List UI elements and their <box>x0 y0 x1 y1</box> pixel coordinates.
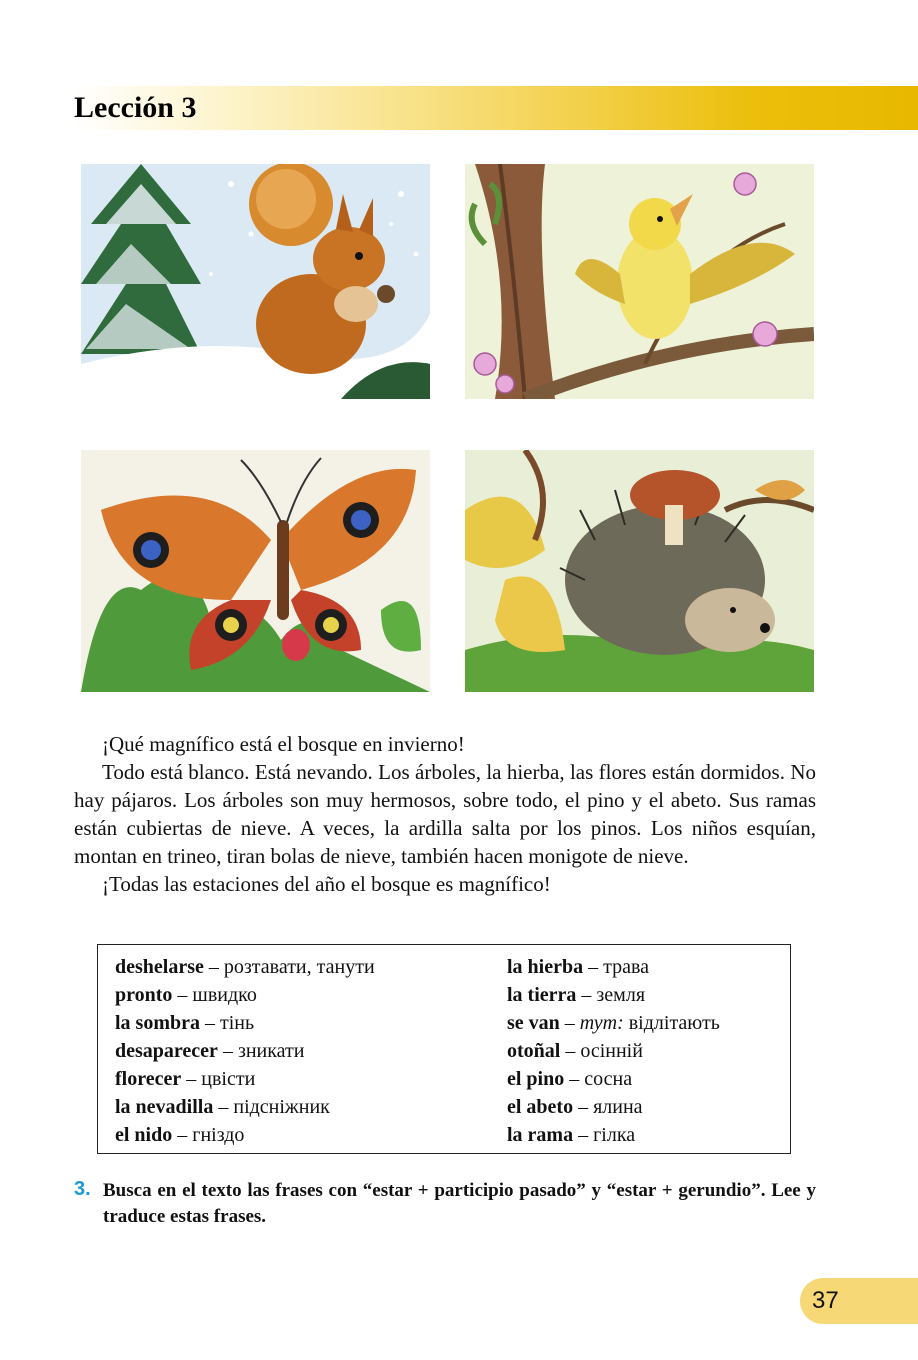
squirrel-illustration <box>81 164 430 399</box>
vocab-entry: el nido – гніздо <box>115 1124 245 1146</box>
hedgehog-illustration <box>465 450 814 692</box>
vocab-entry: pronto – швидко <box>115 984 257 1006</box>
vocab-entry: deshelarse – розтавати, танути <box>115 956 375 978</box>
vocab-entry: la sombra – тінь <box>115 1012 255 1034</box>
text-paragraph-3: ¡Todas las estaciones del año el bosque es magnífico! <box>102 872 551 896</box>
lesson-title: Lección 3 <box>74 91 197 124</box>
vocab-entry: se van – тут: відлітають <box>507 1012 720 1034</box>
lesson-header-bar <box>72 86 918 130</box>
vocab-entry: el pino – сосна <box>507 1068 633 1090</box>
butterfly-illustration <box>81 450 430 692</box>
vocab-entry: el abeto – ялина <box>507 1096 643 1118</box>
vocab-entry: desaparecer – зникати <box>115 1040 305 1062</box>
text-paragraph-2: Todo está blanco. Está nevando. Los árboles, la hierba, las flores están dormidos. No hay pájaros. Los árboles son muy hermosos, sobre todo, el pino y el abeto. Sus ramas están cubiertas de nieve. A veces, la ardilla salta por los pinos. Los niños esquían, montan en trineo, tiran bolas de nieve, también hacen monigote de nieve. <box>74 760 816 868</box>
vocabulary-column-right <box>507 953 797 1149</box>
vocab-entry: otoñal – осінній <box>507 1040 643 1062</box>
bird-illustration <box>465 164 814 399</box>
reading-text <box>74 730 816 898</box>
vocabulary-column-left <box>115 953 495 1149</box>
exercise-instruction: Busca en el texto las frases con “estar + participio pasado” y “estar + gerundio”. Lee y traduce estas frases. <box>103 1180 816 1227</box>
vocab-entry: la nevadilla – підсніжник <box>115 1096 330 1118</box>
vocab-entry: la tierra – земля <box>507 984 646 1006</box>
vocab-entry: florecer – цвісти <box>115 1068 256 1090</box>
exercise-number: 3. <box>74 1178 91 1200</box>
vocabulary-box <box>97 944 791 1154</box>
page-number: 37 <box>812 1287 839 1314</box>
vocab-entry: la rama – гілка <box>507 1124 636 1146</box>
vocab-entry: la hierba – трава <box>507 956 650 978</box>
text-paragraph-1: ¡Qué magnífico está el bosque en invierno! <box>102 732 465 756</box>
